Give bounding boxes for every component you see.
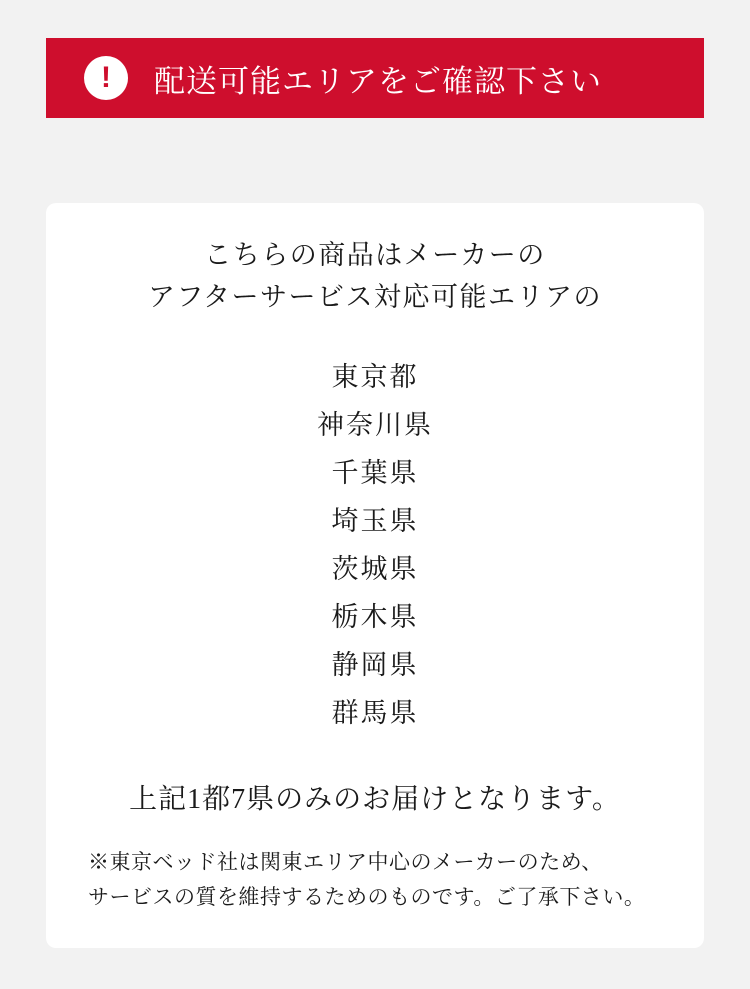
list-item: 静岡県 [331, 649, 419, 680]
list-item: 栃木県 [331, 601, 419, 632]
list-item: 千葉県 [331, 457, 419, 488]
intro-text [76, 229, 674, 319]
list-item: 神奈川県 [317, 409, 433, 440]
list-item: 東京都 [331, 361, 419, 392]
list-item: 埼玉県 [331, 505, 419, 536]
notice-card [46, 203, 704, 948]
alert-banner-title: 配送可能エリアをご確認下さい [154, 63, 602, 99]
footnote [76, 845, 674, 914]
prefecture-list [76, 353, 674, 737]
footnote-line-1: ※東京ベッド社は関東エリア中心のメーカーのため、 [88, 850, 603, 875]
intro-line-1: こちらの商品はメーカーの [204, 240, 546, 270]
alert-banner [46, 38, 704, 118]
list-item: 群馬県 [331, 698, 419, 729]
intro-line-2: アフターサービス対応可能エリアの [147, 281, 603, 312]
footnote-line-2: サービスの質を維持するためのものです。ご了承下さい。 [88, 884, 646, 909]
exclamation-glyph: ! [101, 61, 111, 94]
list-item: 茨城県 [331, 553, 419, 584]
summary-text: 上記1都7県のみのお届けとなります。 [129, 784, 621, 816]
exclamation-icon [84, 56, 128, 100]
